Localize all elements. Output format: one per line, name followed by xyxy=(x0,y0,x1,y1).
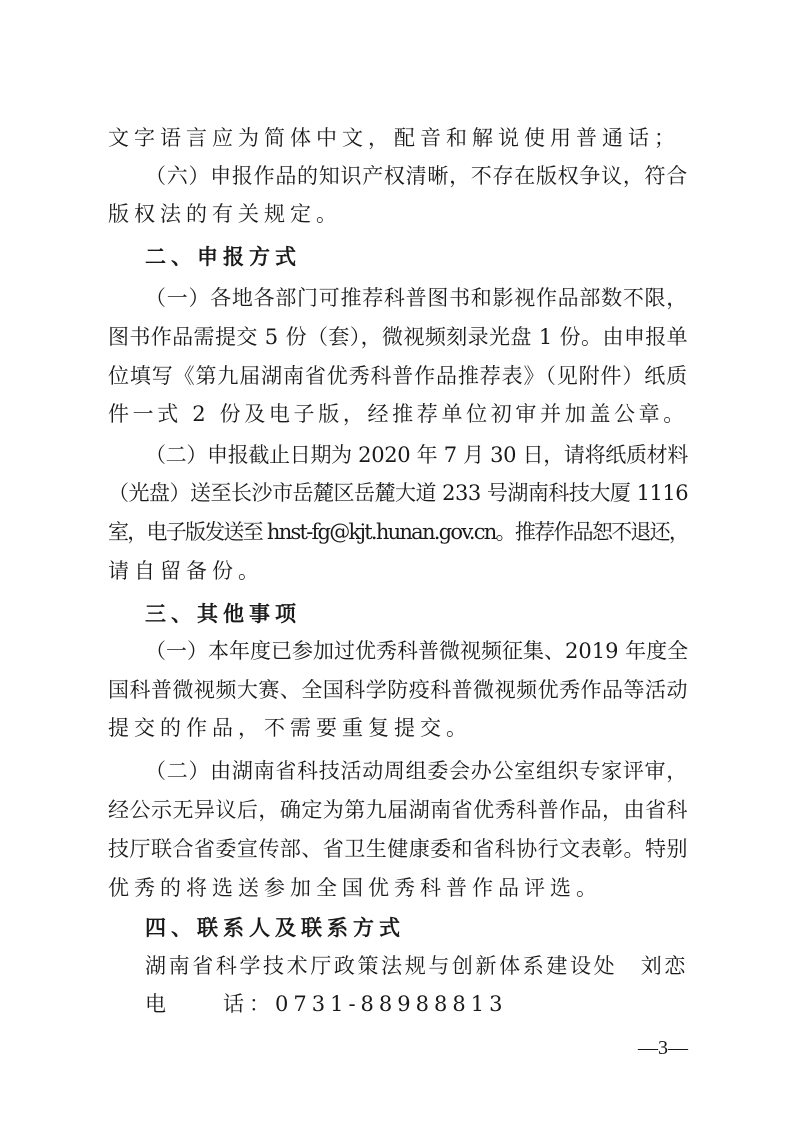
body-text-line xyxy=(108,714,688,742)
line-text: 室，电子版发送至 hnst-fg@kjt.hunan.gov.cn。推荐作品恕不退还， xyxy=(108,520,689,544)
line-text: 电 话：0731-88988813 xyxy=(145,992,508,1016)
section-heading xyxy=(145,600,688,628)
body-text-line xyxy=(108,362,688,390)
line-text: 请自留备份。 xyxy=(108,559,264,583)
line-text: 版权法的有关规定。 xyxy=(108,202,342,226)
line-text: 优秀的将选送参加全国优秀科普作品评选。 xyxy=(108,876,602,900)
line-text: 经公示无异议后，确定为第九届湖南省优秀科普作品，由省科 xyxy=(108,798,688,822)
section-heading xyxy=(145,914,688,942)
body-text-line xyxy=(108,400,688,428)
body-text-line xyxy=(108,323,688,351)
line-text: （六）申报作品的知识产权清晰，不存在版权争议，符合 xyxy=(145,164,688,188)
body-text-line xyxy=(145,952,688,980)
body-text-line xyxy=(108,874,688,902)
line-text: 提交的作品，不需要重复提交。 xyxy=(108,716,472,740)
body-text-line xyxy=(145,441,688,469)
line-text: 位填写《第九届湖南省优秀科普作品推荐表》（见附件）纸质 xyxy=(108,364,688,388)
line-text: 技厅联合省委宣传部、省卫生健康委和省科协行文表彰。特别 xyxy=(108,837,688,861)
line-text: 湖南省科学技术厅政策法规与创新体系建设处 刘恋 xyxy=(145,954,689,978)
line-text: （二）由湖南省科技活动周组委会办公室组织专家评审， xyxy=(145,759,688,783)
body-text-line xyxy=(108,676,688,704)
line-text: （一）本年度已参加过优秀科普微视频征集、2019 年度全 xyxy=(145,639,689,663)
section-heading xyxy=(145,243,688,271)
page-number: —3— xyxy=(638,1037,688,1059)
line-text: 四、联系人及联系方式 xyxy=(145,916,405,940)
body-text-line xyxy=(108,796,688,824)
line-text: （光盘）送至长沙市岳麓区岳麓大道 233 号湖南科技大厦 1116 xyxy=(108,481,689,505)
line-text: 国科普微视频大赛、全国科学防疫科普微视频优秀作品等活动 xyxy=(108,678,688,702)
line-text: 图书作品需提交 5 份（套），微视频刻录光盘 1 份。由申报单 xyxy=(108,325,689,349)
body-text-line xyxy=(145,284,688,312)
line-text: 三、其他事项 xyxy=(145,602,301,626)
body-text-line xyxy=(145,162,688,190)
body-text-line xyxy=(145,637,688,665)
body-text-line xyxy=(108,518,688,546)
body-text-line xyxy=(108,479,688,507)
line-text: （二）申报截止日期为 2020 年 7 月 30 日，请将纸质材料 xyxy=(145,443,689,467)
body-text-line xyxy=(145,757,688,785)
body-text-line xyxy=(108,200,688,228)
line-text: 件一式 2 份及电子版，经推荐单位初审并加盖公章。 xyxy=(108,402,688,426)
body-text-line xyxy=(108,557,688,585)
body-text-line xyxy=(108,835,688,863)
body-text-line xyxy=(108,124,688,152)
line-text: 二、申报方式 xyxy=(145,245,301,269)
line-text: 文字语言应为简体中文，配音和解说使用普通话； xyxy=(108,126,680,150)
line-text: （一）各地各部门可推荐科普图书和影视作品部数不限， xyxy=(145,286,688,310)
body-text-line xyxy=(145,990,688,1018)
